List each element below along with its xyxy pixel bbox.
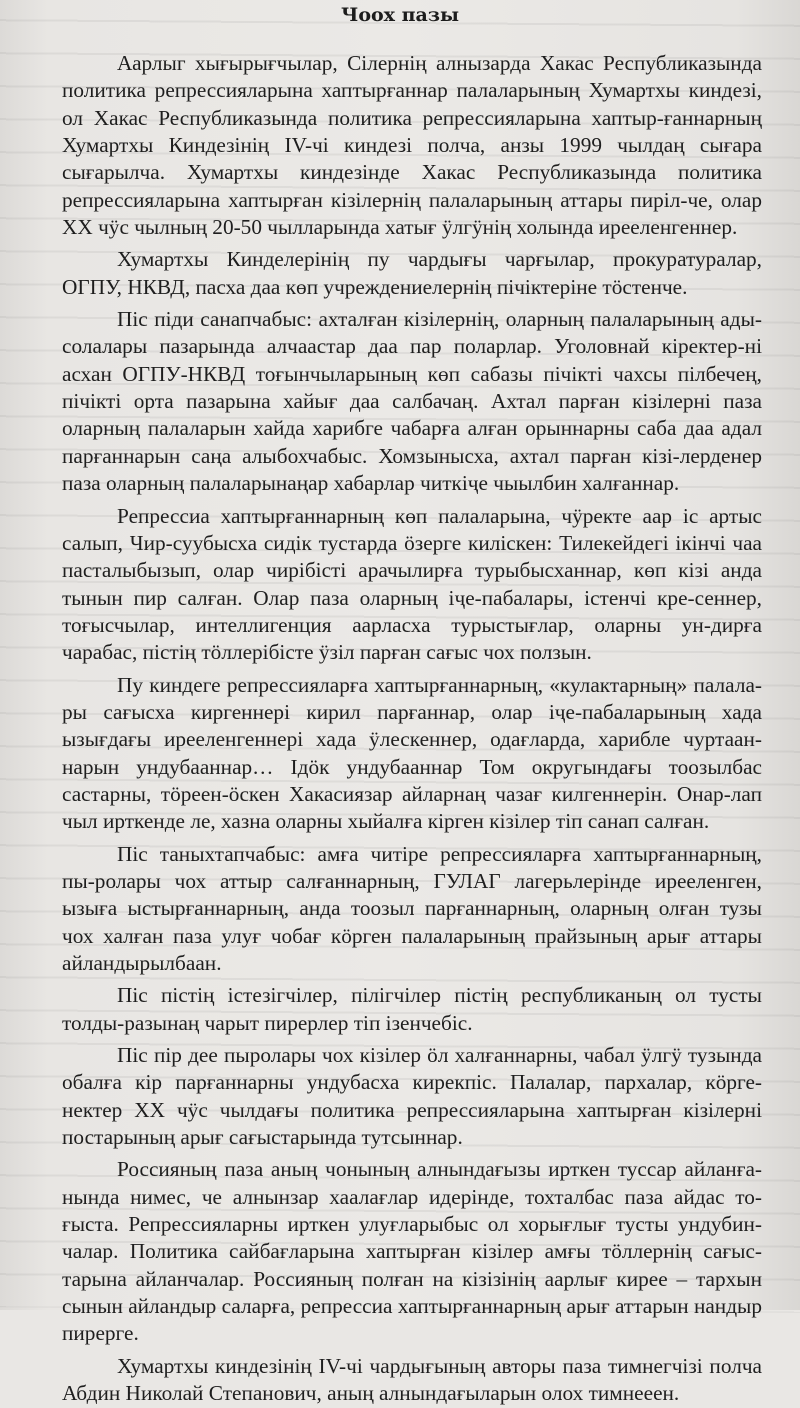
- paragraph: Піс таныхтапчабыс: амға читіре репрессияларға хаптырғаннарның, пы-ролары чох аттыр салғаннарның, ГУЛАГ лагерьлерінде ирееленген, ызыға ыстырғаннарның, анда тоозыл парғаннарның, оларның олған тузы чох халған паза улуғ чобағ кӧрген палаларының прайзының арығ аттары айландырылбаан.: [62, 841, 762, 975]
- paragraph: Пу киндеге репрессияларға хаптырғаннарның, «кулактарның» палала-ры сағысха киргеннері кирил парғаннар, олар іҷе-пабаларының хада ызығдағы ирееленгеннері хада ӱлескеннер, одағларда, харибле чуртаан-нарын ундубааннар… Ідӧк ундубааннар Том округындағы тоозылбас састарны, тӧреен-ӧскен Хакасиязар айларнаң чазағ килгеннерін. Онар-лап чыл ирткенде ле, хазна оларны хыйалға кірген кізілер тіп санап салған.: [62, 672, 762, 834]
- paragraph: Хумартхы Кинделерінің пу чардығы чарғылар, прокуратуралар, ОГПУ, НКВД, пасха даа көп учреждениелернің пічіктеріне тӧстенче.: [62, 247, 762, 299]
- paragraph: Аарлыг хығырығчылар, Сілернің алнызарда Хакас Республиказында политика репрессияларына хаптырғаннар палаларының Хумартхы киндезі, ол Хакас Республиказында политика репрессияларына хаптыр-ғаннарның Хумартхы Киндезінің IV-чі киндезі полча, анзы 1999 чылдаң сығара сығарылча. Хумартхы киндезінде Хакас Республиказында политика репрессияларына хаптырған кізілернің палаларының аттары пиріл-че, олар ХХ чӱс чылның 20-50 чылларында хатығ ӱлгӱнің холында ирееленгеннер.: [62, 51, 762, 240]
- page-title: Чоох пазы: [340, 4, 460, 26]
- body-text: [62, 50, 762, 1408]
- paragraph: Піс пістің істезігчілер, пілігчілер пістің республиканың ол тусты толды-разынаң чарыт пирерлер тіп ізенчебіс.: [62, 983, 762, 1035]
- paragraph: Піс піди санапчабыс: ахталған кізілернің, оларның палаларының ады-солалары пазарында алчаастар даа пар поларлар. Уголовнай кіректер-ні асхан ОГПУ-НКВД тоғынчыларының көп сабазы пічікті чахсы пілбечең, пічікті орта пазарына хайығ даа салбачаң. Ахтал парған кізілерні паза оларның палаларын хайда харибге чабарға алған орыннарны саба даа адал парғаннарын саңа алыбохчабыс. Хомзынысха, ахтал парған кізі-лерденер паза оларның палаларынаңар хабарлар читкіҷе чыылбин халғаннар.: [62, 307, 762, 496]
- paragraph: Хумартхы киндезінің IV-чі чардығының авторы паза тимнегчізі полча Абдин Николай Степанович, аның алнындағыларын олох тимнееен.: [62, 1353, 762, 1406]
- paragraph: Репрессиа хаптырғаннарның көп палаларына, чӱректе аар іс артыс салып, Чир-суубысха сидік тустарда ӧзерге киліскен: Тилекейдегі ікінчі чаа пасталыбызып, олар чирібісті арачылирға турыбысханнар, көп кізі анда тынын пир салған. Олар паза оларның іҷе-пабалары, істенчі кре-сеннер, тоғысчылар, интеллигенция аарласха турыстығлар, оларны ун-дирға чарабас, пістің тӧллерібісте ӱзіл парған сағыс чох ползын.: [62, 503, 762, 665]
- paragraph: Россияның паза аның чонының алнындағызы ирткен туссар айланға-нында нимес, че алнынзар хаалағлар идерінде, тохталбас паза айдас то-ғыста. Репрессияларны ирткен улуғларыбыс ол хорығлығ тусты ундубин-чалар. Политика сайбағларына хаптырған кізілер амғы тӧллернің сағыс-тарына айланчалар. Россияның полған на кізізінің аарлығ кирее – тархын сынын айландыр саларға, репрессиа хаптырғаннарның арығ аттарын нандыр пирерге.: [62, 1157, 762, 1346]
- paragraph: Піс пір дее пыролары чох кізілер ӧл халғаннарны, чабал ӱлгӱ тузында обалға кір парғаннарны ундубасха кирекпіс. Палалар, пархалар, кӧрге-нектер ХХ чӱс чылдағы политика репрессияларына хаптырған кізілерні постарының арығ сағыстарында тутсыннар.: [62, 1043, 762, 1150]
